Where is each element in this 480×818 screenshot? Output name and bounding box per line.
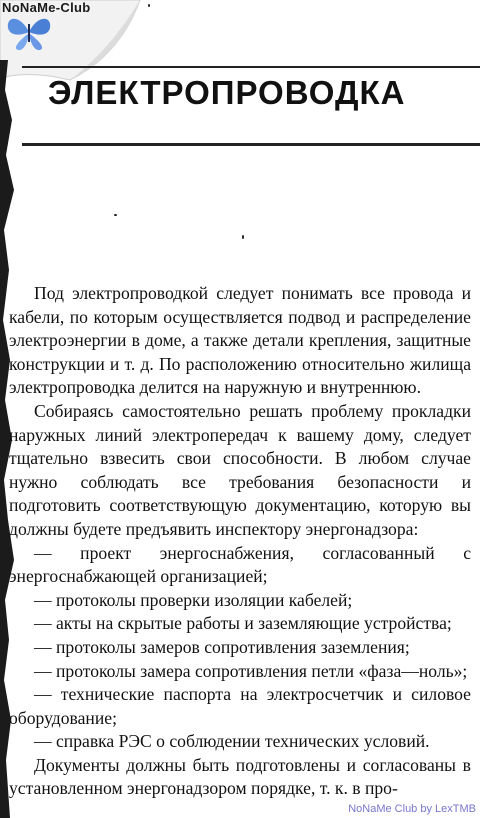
scan-speck <box>148 4 150 7</box>
paragraph: Документы должны быть подготовлены и согласованы в установленном энергонадзором порядке, т. к. в про- <box>9 754 471 799</box>
scan-speck <box>242 235 244 239</box>
list-item: — справка РЭС о соблюдении технических условий. <box>34 731 430 752</box>
header-rule-bottom <box>22 143 480 146</box>
butterfly-icon <box>2 12 56 52</box>
watermark: NoNaMe Club by LexTMB <box>348 803 476 815</box>
paragraph: Под электропроводкой следует понимать все провода и кабели, по которым осуществляется подвод и распределение электроэнергии в доме, а также детали крепления, защитные конструкции и т. д. По расположению относительно жилища электропроводка делится на наружную и внутреннюю. <box>9 283 471 398</box>
logo-text: NoNaMe-Club <box>2 0 91 15</box>
list-item: — протоколы замеров сопротивления заземления; <box>34 636 410 657</box>
header-rule-top <box>22 66 480 68</box>
requirements-list <box>9 542 471 754</box>
list-item: — акты на скрытые работы и заземляющие устройства; <box>34 613 452 634</box>
paragraph: Собираясь самостоятельно решать проблему прокладки наружных линий электропередач к вашему дому, следует тщательно взвесить свои способности. В любом случае нужно соблюдать все требования безопасности и подготовить соответствующую документацию, которую вы должны будете предъявить инспектору энергонадзора: <box>9 400 471 539</box>
body-text <box>9 282 471 801</box>
list-item: — протоколы замера сопротивления петли «фаза—ноль»; <box>34 660 468 681</box>
scan-speck <box>114 214 117 216</box>
chapter-title: ЭЛЕКТРОПРОВОДКА <box>48 74 406 111</box>
list-item: — протоколы проверки изоляции кабелей; <box>34 589 353 610</box>
list-item: — технические паспорта на электросчетчик и силовое оборудование; <box>9 684 471 728</box>
list-item: — проект энергоснабжения, согласованный с энергоснабжающей организацией; <box>9 542 471 587</box>
